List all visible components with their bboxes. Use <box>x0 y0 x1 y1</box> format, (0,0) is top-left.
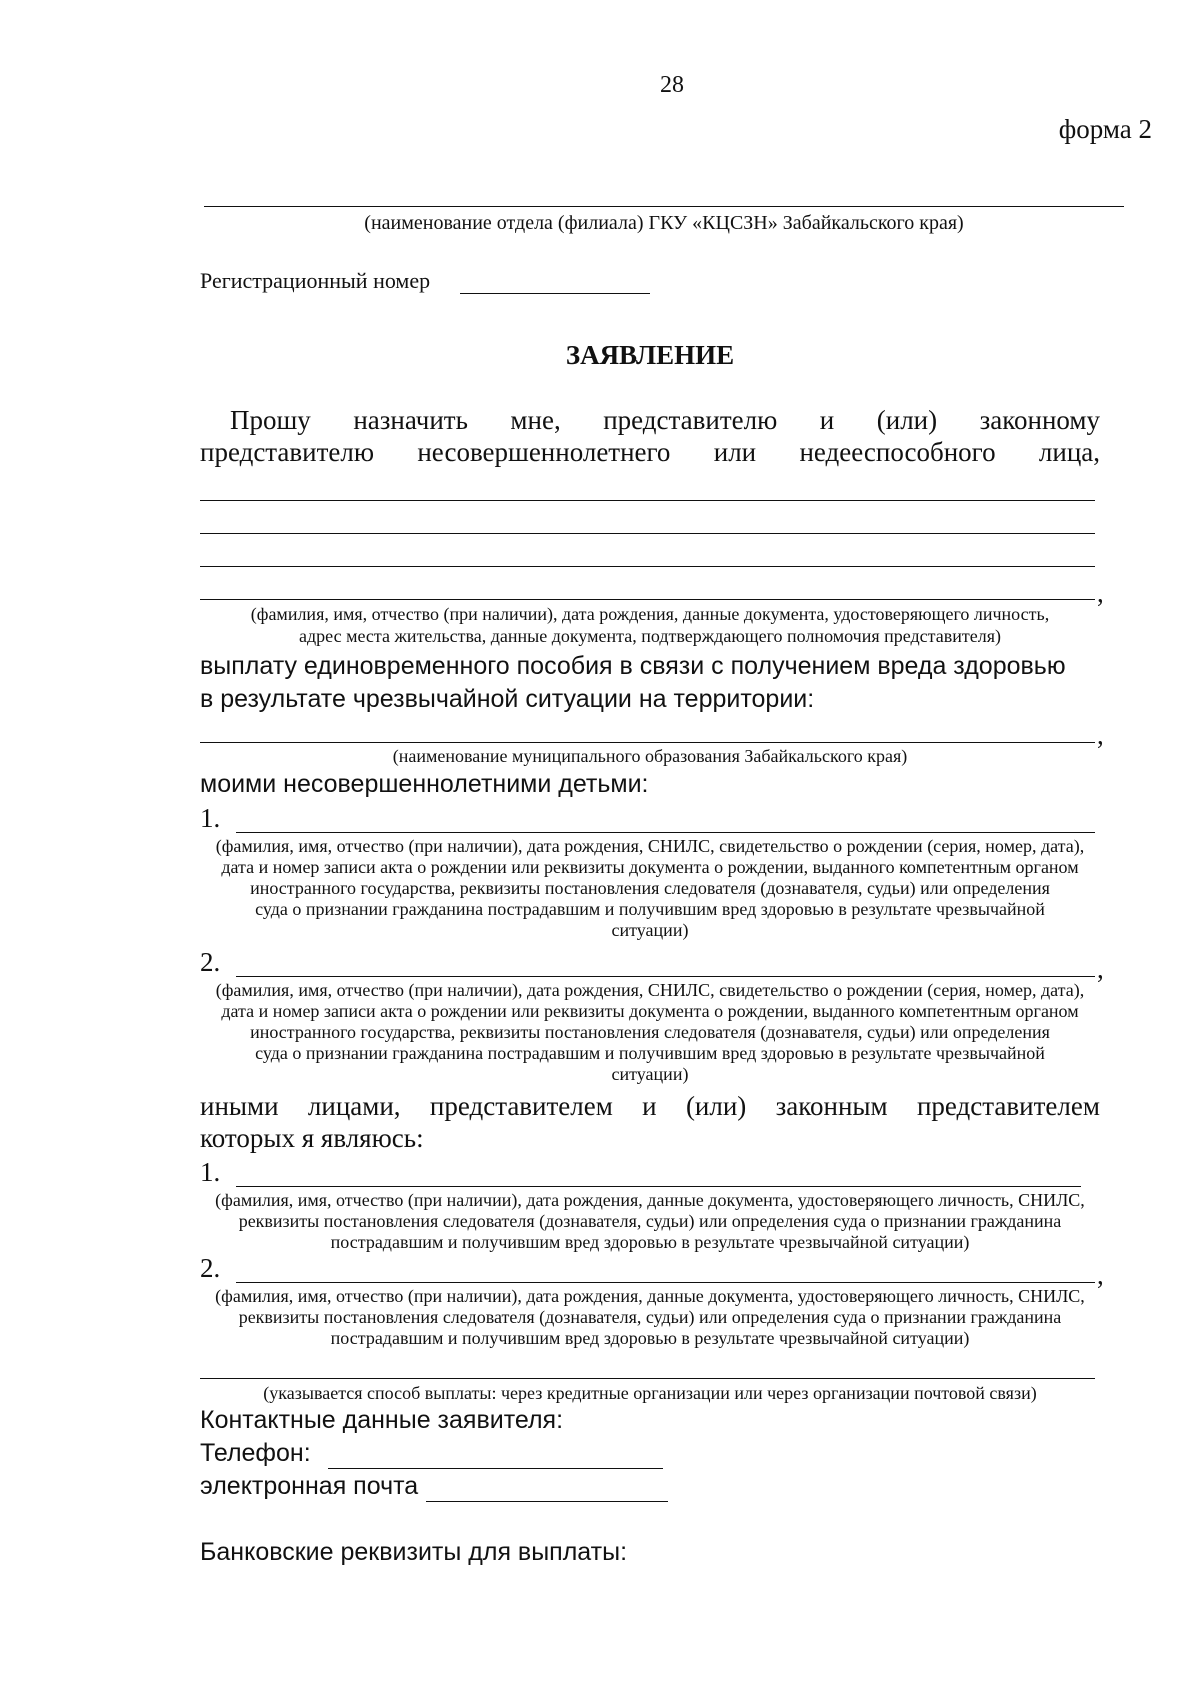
request-word: и <box>819 405 835 435</box>
request-word: недееспособного <box>799 437 996 467</box>
request-word: представителю <box>603 405 778 435</box>
applicant-field-line[interactable] <box>200 599 1095 600</box>
caption-line: (фамилия, имя, отчество (при наличии), дата рождения, данные документа, удостоверяющего личность, СНИЛС, <box>215 1190 1085 1210</box>
caption-line: дата и номер записи акта о рождении или реквизиты документа о рождении, выданного компетентным органом <box>221 857 1079 877</box>
department-caption: (наименование отдела (филиала) ГКУ «КЦСЗН» Забайкальского края) <box>364 212 964 234</box>
caption-line: ситуации) <box>611 920 689 940</box>
request-line-1 <box>230 404 1100 437</box>
request-word: или <box>713 437 757 467</box>
others-word: представителем <box>916 1091 1100 1121</box>
others-line-2: которых я являюсь: <box>200 1123 424 1153</box>
payment-method-field[interactable] <box>200 1378 1095 1379</box>
department-field[interactable] <box>204 206 1124 207</box>
payment-text-2: в результате чрезвычайной ситуации на территории: <box>200 685 815 713</box>
phone-field[interactable] <box>328 1468 663 1469</box>
others-line-1 <box>200 1090 1100 1123</box>
other-1-field[interactable] <box>236 1186 1081 1187</box>
registration-number-label: Регистрационный номер <box>200 268 431 293</box>
applicant-field-line[interactable] <box>200 566 1095 567</box>
child-1-caption <box>200 836 1100 941</box>
caption-line: (фамилия, имя, отчество (при наличии), дата рождения, СНИЛС, свидетельство о рождении (серия, номер, дата), <box>215 980 1085 1000</box>
applicant-field-line[interactable] <box>200 500 1095 501</box>
caption-line: (фамилия, имя, отчество (при наличии), дата рождения, данные документа, удостоверяющего личность, СНИЛС, <box>215 1286 1085 1306</box>
request-word: лица, <box>1038 437 1100 467</box>
child-1-number: 1. <box>200 803 221 833</box>
others-word: лицами, <box>307 1091 401 1121</box>
form-label: форма 2 <box>1058 114 1152 144</box>
payment-text-1: выплату единовременного пособия в связи с получением вреда здоровью <box>200 652 1066 680</box>
request-word: мне, <box>510 405 561 435</box>
applicant-caption-2: адрес места жительства, данные документа, подтверждающего полномочия представителя) <box>299 626 1001 646</box>
comma: , <box>1097 1260 1104 1290</box>
other-1-caption <box>200 1190 1100 1253</box>
municipality-caption: (наименование муниципального образования Забайкальского края) <box>392 746 908 766</box>
email-label: электронная почта <box>200 1472 419 1500</box>
caption-line: ситуации) <box>611 1064 689 1084</box>
comma: , <box>1097 720 1104 750</box>
municipality-field[interactable] <box>200 742 1095 743</box>
others-word: законным <box>775 1091 888 1121</box>
caption-line: пострадавшим и получившим вред здоровью в результате чрезвычайной ситуации) <box>330 1328 970 1348</box>
comma: , <box>1097 578 1104 608</box>
caption-line: суда о признании гражданина пострадавшим и получившим вред здоровью в результате чрезвычайной <box>255 1043 1045 1063</box>
payment-method-caption: (указывается способ выплаты: через кредитные организации или через организации почтовой связи) <box>263 1383 1037 1403</box>
page-number: 28 <box>660 72 684 98</box>
caption-line: суда о признании гражданина пострадавшим и получившим вред здоровью в результате чрезвычайной <box>255 899 1045 919</box>
others-word: представителем <box>429 1091 613 1121</box>
request-word: (или) <box>876 405 938 435</box>
request-word: законному <box>979 405 1100 435</box>
request-word: представителю <box>200 437 375 467</box>
children-heading: моими несовершеннолетними детьми: <box>200 770 649 798</box>
others-word: (или) <box>685 1091 747 1121</box>
registration-number-field[interactable] <box>460 293 650 294</box>
document-title: ЗАЯВЛЕНИЕ <box>565 340 735 370</box>
child-2-caption <box>200 980 1100 1085</box>
others-word: иными <box>200 1091 279 1121</box>
caption-line: иностранного государства, реквизиты постановления следователя (дознавателя, судьи) или определения <box>250 1022 1050 1042</box>
request-line-2 <box>200 436 1100 469</box>
caption-line: дата и номер записи акта о рождении или реквизиты документа о рождении, выданного компетентным органом <box>221 1001 1079 1021</box>
applicant-caption-1: (фамилия, имя, отчество (при наличии), дата рождения, данные документа, удостоверяющего личность, <box>250 604 1050 624</box>
request-word: несовершеннолетнего <box>417 437 671 467</box>
comma: , <box>1097 954 1104 984</box>
caption-line: реквизиты постановления следователя (дознавателя, судьи) или определения суда о признании гражданина <box>238 1211 1062 1231</box>
other-2-number: 2. <box>200 1253 221 1283</box>
email-field[interactable] <box>426 1501 668 1502</box>
request-word: назначить <box>353 405 468 435</box>
applicant-field-line[interactable] <box>200 533 1095 534</box>
other-2-field[interactable] <box>236 1282 1095 1283</box>
caption-line: иностранного государства, реквизиты постановления следователя (дознавателя, судьи) или определения <box>250 878 1050 898</box>
child-2-number: 2. <box>200 947 221 977</box>
caption-line: (фамилия, имя, отчество (при наличии), дата рождения, СНИЛС, свидетельство о рождении (серия, номер, дата), <box>215 836 1085 856</box>
contacts-heading: Контактные данные заявителя: <box>200 1406 564 1434</box>
request-word: Прошу <box>230 405 311 435</box>
child-2-field[interactable] <box>236 976 1095 977</box>
other-1-number: 1. <box>200 1157 221 1187</box>
caption-line: пострадавшим и получившим вред здоровью в результате чрезвычайной ситуации) <box>330 1232 970 1252</box>
others-word: и <box>642 1091 657 1121</box>
other-2-caption <box>200 1286 1100 1349</box>
phone-label: Телефон: <box>200 1439 311 1467</box>
child-1-field[interactable] <box>236 832 1095 833</box>
bank-heading: Банковские реквизиты для выплаты: <box>200 1538 628 1566</box>
caption-line: реквизиты постановления следователя (дознавателя, судьи) или определения суда о признании гражданина <box>238 1307 1062 1327</box>
